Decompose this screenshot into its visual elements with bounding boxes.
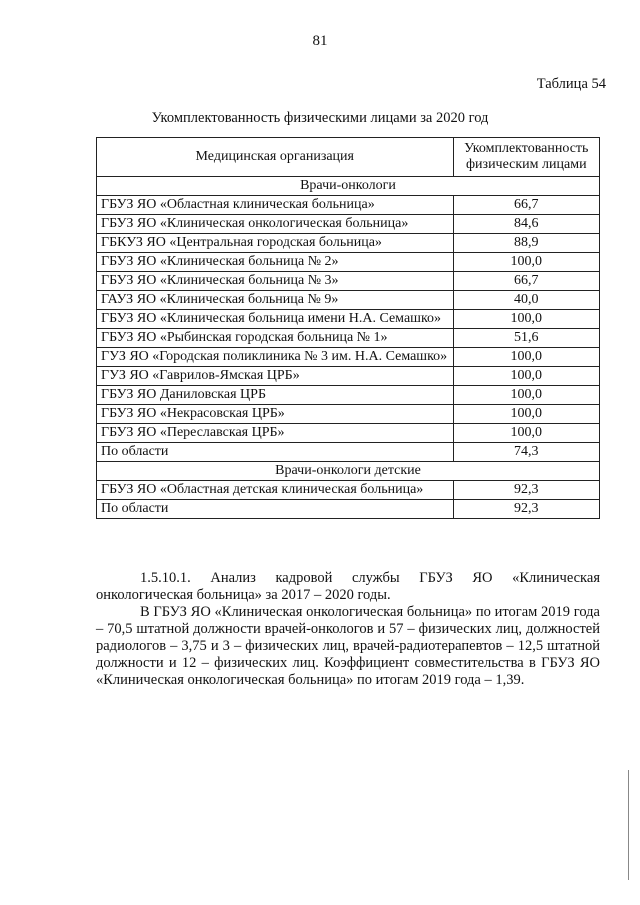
staffing-value-cell: 51,6 (453, 329, 599, 348)
table-row (97, 310, 600, 329)
staffing-value-cell: 100,0 (453, 348, 599, 367)
scan-edge-line (628, 770, 629, 880)
table-row (97, 500, 600, 519)
organization-cell: ГБУЗ ЯО «Клиническая больница имени Н.А. Семашко» (97, 310, 454, 329)
header-staffing: Укомплектованность физическим лицами (453, 138, 599, 177)
group-title: Врачи-онкологи (97, 177, 600, 196)
organization-cell: ГБУЗ ЯО «Некрасовская ЦРБ» (97, 405, 454, 424)
group-title: Врачи-онкологи детские (97, 462, 600, 481)
table-row (97, 253, 600, 272)
section-heading-paragraph: 1.5.10.1. Анализ кадровой службы ГБУЗ ЯО «Клиническая онкологическая больница» за 2017 – 2020 годы. (96, 570, 600, 603)
table-header-row (97, 138, 600, 177)
organization-cell: ГБУЗ ЯО Даниловская ЦРБ (97, 386, 454, 405)
organization-cell: По области (97, 500, 454, 519)
organization-cell: ГБУЗ ЯО «Клиническая больница № 2» (97, 253, 454, 272)
body-paragraph: В ГБУЗ ЯО «Клиническая онкологическая больница» по итогам 2019 года – 70,5 штатной должности врачей-онкологов и 57 – физических лиц, должностей радиологов – 3,75 и 3 – физических лиц, врачей-радиотерапевтов – 12,5 штатной должности и 12 – физических лиц. Коэффициент совместительства в ГБУЗ ЯО «Клиническая онкологическая больница» по итогам 2019 года – 1,39. (96, 604, 600, 688)
staffing-value-cell: 66,7 (453, 196, 599, 215)
table-title: Укомплектованность физическими лицами за 2020 год (151, 110, 489, 126)
staffing-value-cell: 40,0 (453, 291, 599, 310)
organization-cell: ГУЗ ЯО «Гаврилов-Ямская ЦРБ» (97, 367, 454, 386)
table-row (97, 405, 600, 424)
header-organization: Медицинская организация (97, 138, 454, 177)
organization-cell: ГАУЗ ЯО «Клиническая больница № 9» (97, 291, 454, 310)
staffing-value-cell: 66,7 (453, 272, 599, 291)
table-row (97, 234, 600, 253)
table-body (97, 177, 600, 519)
staffing-value-cell: 74,3 (453, 443, 599, 462)
table-row (97, 386, 600, 405)
table-row (97, 329, 600, 348)
table-row (97, 367, 600, 386)
staffing-value-cell: 100,0 (453, 424, 599, 443)
table-row (97, 443, 600, 462)
staffing-value-cell: 92,3 (453, 500, 599, 519)
table-row (97, 272, 600, 291)
organization-cell: ГБУЗ ЯО «Областная детская клиническая больница» (97, 481, 454, 500)
table-row (97, 481, 600, 500)
table-row (97, 424, 600, 443)
staffing-value-cell: 100,0 (453, 386, 599, 405)
staffing-value-cell: 100,0 (453, 367, 599, 386)
staffing-value-cell: 100,0 (453, 405, 599, 424)
table-group-row (97, 462, 600, 481)
staffing-value-cell: 100,0 (453, 310, 599, 329)
staffing-value-cell: 92,3 (453, 481, 599, 500)
table-row (97, 291, 600, 310)
organization-cell: ГБУЗ ЯО «Рыбинская городская больница № 1» (97, 329, 454, 348)
organization-cell: ГУЗ ЯО «Городская поликлиника № 3 им. Н.А. Семашко» (97, 348, 454, 367)
table-row (97, 348, 600, 367)
table-row (97, 215, 600, 234)
organization-cell: ГБУЗ ЯО «Переславская ЦРБ» (97, 424, 454, 443)
staffing-value-cell: 88,9 (453, 234, 599, 253)
staffing-table (96, 137, 600, 519)
organization-cell: ГБКУЗ ЯО «Центральная городская больница» (97, 234, 454, 253)
organization-cell: ГБУЗ ЯО «Областная клиническая больница» (97, 196, 454, 215)
organization-cell: По области (97, 443, 454, 462)
table-row (97, 196, 600, 215)
organization-cell: ГБУЗ ЯО «Клиническая больница № 3» (97, 272, 454, 291)
page-number: 81 (312, 33, 328, 49)
table-number: Таблица 54 (536, 76, 606, 92)
table-group-row (97, 177, 600, 196)
staffing-value-cell: 100,0 (453, 253, 599, 272)
organization-cell: ГБУЗ ЯО «Клиническая онкологическая больница» (97, 215, 454, 234)
staffing-value-cell: 84,6 (453, 215, 599, 234)
